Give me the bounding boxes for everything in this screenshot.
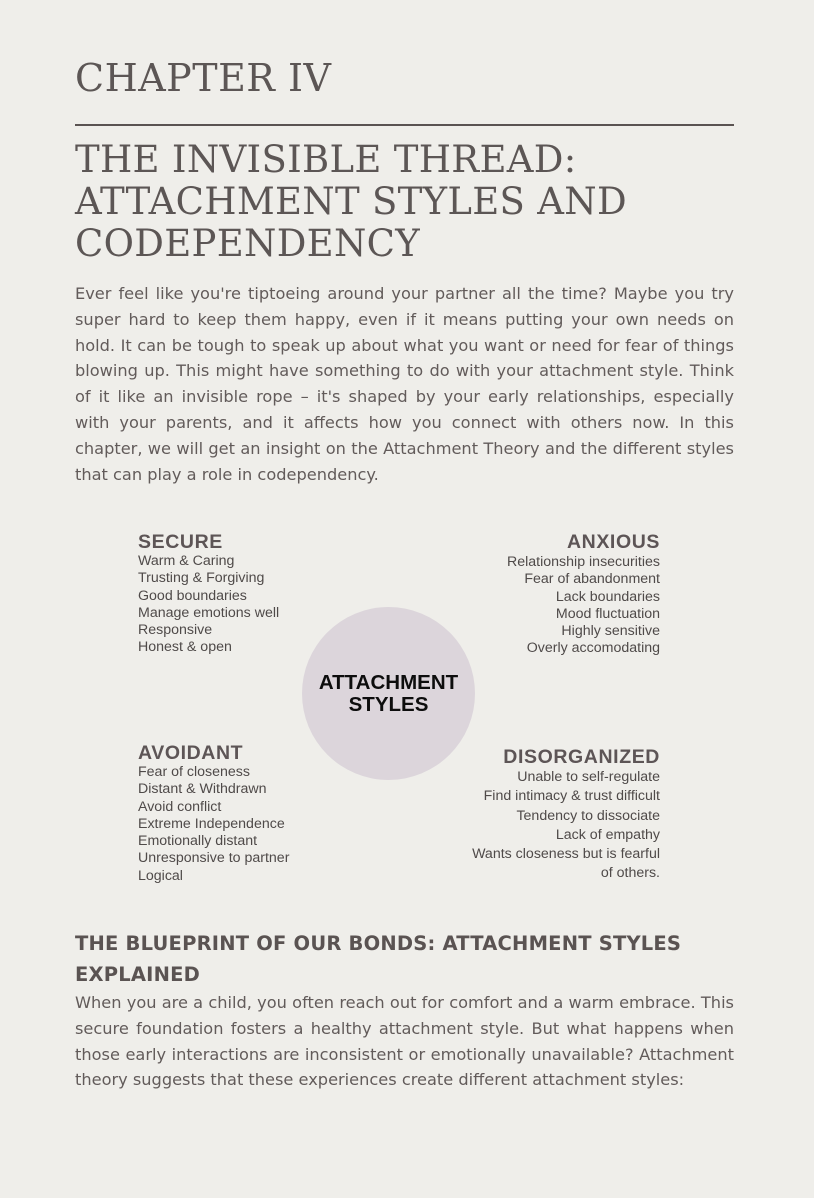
trait-item: Emotionally distant [138, 833, 258, 850]
style-name: DISORGANIZED [503, 746, 660, 768]
chapter-title-line: CODEPENDENCY [75, 222, 420, 265]
trait-list [138, 764, 289, 885]
trait-item: Extreme Independence [138, 815, 285, 832]
trait-item: Distant & Withdrawn [138, 781, 267, 798]
secure-style-block [138, 531, 279, 657]
circle-label-line: STYLES [348, 692, 429, 716]
circle-label-line: ATTACHMENT [318, 670, 459, 694]
trait-item: Logical [138, 867, 183, 884]
trait-item: of others. [600, 865, 660, 882]
trait-item: Unresponsive to partner [138, 850, 290, 867]
trait-item: Honest & open [138, 639, 232, 656]
trait-item: Trusting & Forgiving [138, 570, 265, 587]
chapter-title-line: ATTACHMENT STYLES AND [75, 180, 627, 223]
trait-item: Find intimacy & trust difficult [483, 788, 660, 805]
attachment-styles-circle [302, 607, 475, 780]
trait-item: Relationship insecurities [507, 554, 660, 570]
trait-item: Good boundaries [138, 587, 247, 604]
trait-item: Manage emotions well [138, 604, 280, 621]
anxious-style-block [440, 531, 660, 658]
chapter-title-line: THE INVISIBLE THREAD: [75, 138, 577, 181]
section-heading: THE BLUEPRINT OF OUR BONDS: ATTACHMENT STYLES EXPLAINED [75, 932, 682, 986]
trait-item: Fear of closeness [138, 764, 250, 780]
trait-item: Warm & Caring [138, 553, 235, 569]
style-name: AVOIDANT [138, 742, 244, 764]
trait-item: Unable to self-regulate [517, 769, 660, 785]
trait-item: Tendency to dissociate [516, 807, 660, 824]
avoidant-style-block [138, 742, 289, 885]
trait-item: Responsive [138, 622, 213, 639]
trait-item: Lack of empathy [555, 826, 660, 843]
chapter-label: CHAPTER IV [75, 56, 332, 100]
trait-item: Overly accomodating [526, 640, 660, 657]
trait-list [138, 553, 279, 657]
chapter-divider [75, 124, 734, 126]
trait-item: Wants closeness but is fearful [472, 846, 660, 863]
trait-item: Avoid conflict [138, 798, 222, 815]
chapter-title [75, 139, 755, 265]
trait-item: Lack boundaries [555, 588, 660, 605]
style-name: ANXIOUS [566, 531, 660, 553]
disorganized-style-block [440, 746, 660, 884]
trait-item: Fear of abandonment [524, 571, 660, 588]
trait-item: Highly sensitive [561, 623, 660, 640]
trait-item: Mood fluctuation [555, 605, 660, 622]
trait-list [440, 554, 660, 658]
trait-list [440, 768, 660, 884]
section-paragraph: When you are a child, you often reach out for comfort and a warm embrace. This secure foundation fosters a healthy attachment style. But what happens when those early interactions are inconsistent or emotionally unavailable? Attachment theory suggests that these experiences create different attachment styles: [75, 993, 734, 1090]
style-name: SECURE [138, 531, 223, 553]
intro-paragraph: Ever feel like you're tiptoeing around your partner all the time? Maybe you try super hard to keep them happy, even if it means putting your own needs on hold. It can be tough to speak up about what you want or need for fear of things blowing up. This might have something to do with your attachment style. Think of it like an invisible rope – it's shaped by your early relationships, especially with your parents, and it affects how you connect with others now. In this chapter, we will get an insight on the Attachment Theory and the different styles that can play a role in codependency. [75, 284, 734, 484]
